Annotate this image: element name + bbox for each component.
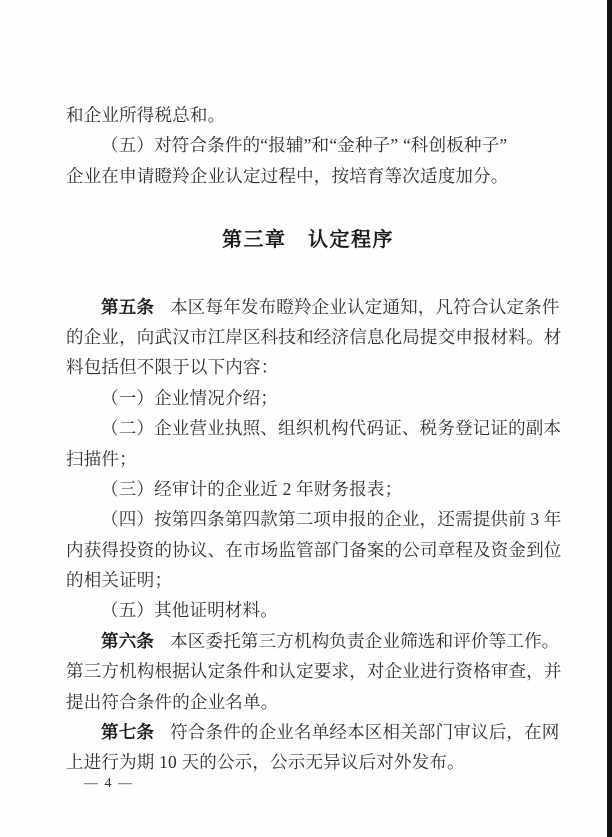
document-line: 上进行为期 10 天的公示，公示无异议后对外发布。 bbox=[66, 752, 465, 773]
document-line: 提出符合条件的企业名单。 bbox=[66, 691, 279, 712]
document-line: （一）企业情况介绍； bbox=[101, 387, 278, 408]
article-number: 第七条 bbox=[101, 722, 155, 743]
document-line: （三）经审计的企业近 2 年财务报表； bbox=[101, 478, 403, 499]
document-line bbox=[66, 717, 560, 747]
document-line: 第三方机构根据认定条件和认定要求，对企业进行资格审查，并 bbox=[66, 661, 562, 682]
document-line: （五）其他证明材料。 bbox=[101, 600, 278, 621]
document-body bbox=[66, 100, 562, 778]
document-line: 的企业，向武汉市江岸区科技和经济信息化局提交申报材料。材 bbox=[66, 326, 562, 347]
article-text: 本区委托第三方机构负责企业筛选和评价等工作。 bbox=[170, 630, 560, 651]
document-line: 料包括但不限于以下内容： bbox=[66, 357, 279, 378]
document-line: 扫描件； bbox=[66, 448, 137, 469]
page-right-edge-line bbox=[607, 0, 612, 837]
document-line bbox=[66, 292, 560, 322]
page-number: — 4 — bbox=[84, 776, 134, 791]
article-text: 本区每年发布瞪羚企业认定通知，凡符合认定条件 bbox=[170, 296, 560, 317]
article-text: 符合条件的企业名单经本区相关部门审议后，在网 bbox=[170, 722, 560, 743]
document-line: （二）企业营业执照、组织机构代码证、税务登记证的副本 bbox=[101, 418, 562, 439]
article-number: 第六条 bbox=[101, 630, 155, 651]
document-line: （五）对符合条件的“报辅”和“金种子” “科创板种子” bbox=[101, 135, 508, 156]
document-line bbox=[66, 626, 560, 656]
document-line: （四）按第四条第四款第二项申报的企业，还需提供前 3 年 bbox=[101, 509, 562, 530]
article-number: 第五条 bbox=[101, 296, 155, 317]
document-line: 和企业所得税总和。 bbox=[66, 105, 226, 125]
chapter-heading: 第三章 认定程序 bbox=[222, 229, 394, 252]
document-line: 的相关证明； bbox=[66, 570, 173, 591]
document-line: 内获得投资的协议、在市场监管部门备案的公司章程及资金到位 bbox=[66, 539, 562, 560]
document-line: 企业在申请瞪羚企业认定过程中，按培育等次适度加分。 bbox=[66, 165, 509, 186]
